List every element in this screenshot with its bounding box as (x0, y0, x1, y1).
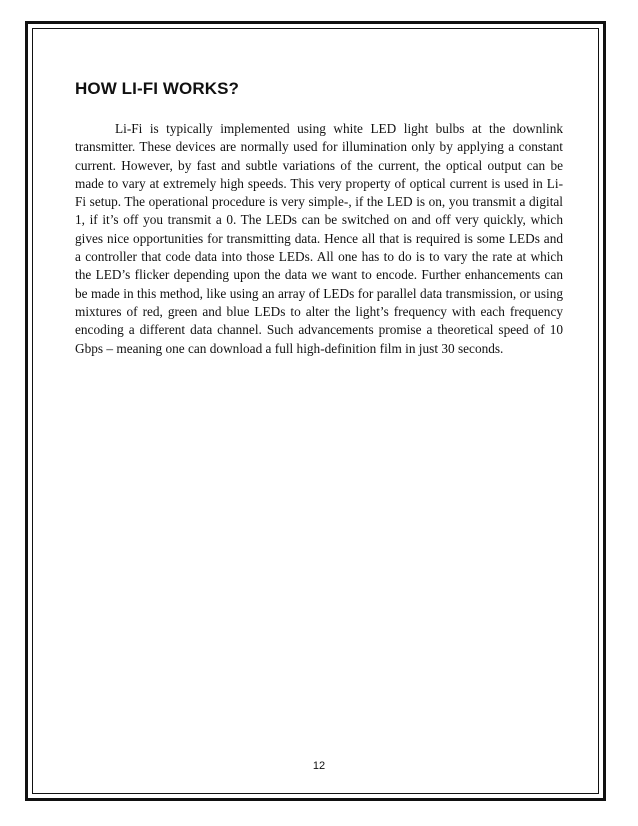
page-number: 12 (312, 760, 326, 772)
section-heading: HOW LI-FI WORKS? (75, 79, 240, 98)
body-paragraph: Li-Fi is typically implemented using white LED light bulbs at the downlink transmitter. These devices are normally used for illumination only by applying a constant current. However, by fast and subtle variations of the current, the optical output can be made to vary at extremely high speeds. This very property of optical current is used in Li-Fi setup. The operational procedure is very simple-, if the LED is on, you transmit a digital 1, if it’s off you transmit a 0. The LEDs can be switched on and off very quickly, which gives nice opportunities for transmitting data. Hence all that is required is some LEDs and a controller that code data into those LEDs. All one has to do is to vary the rate at which the LED’s flicker depending upon the data we want to encode. Further enhancements can be made in this method, like using an array of LEDs for parallel data transmission, or using mixtures of red, green and blue LEDs to alter the light’s frequency with each frequency encoding a different data channel. Such advancements promise a theoretical speed of 10 Gbps – meaning one can download a full high-definition film in just 30 seconds. (75, 121, 563, 356)
